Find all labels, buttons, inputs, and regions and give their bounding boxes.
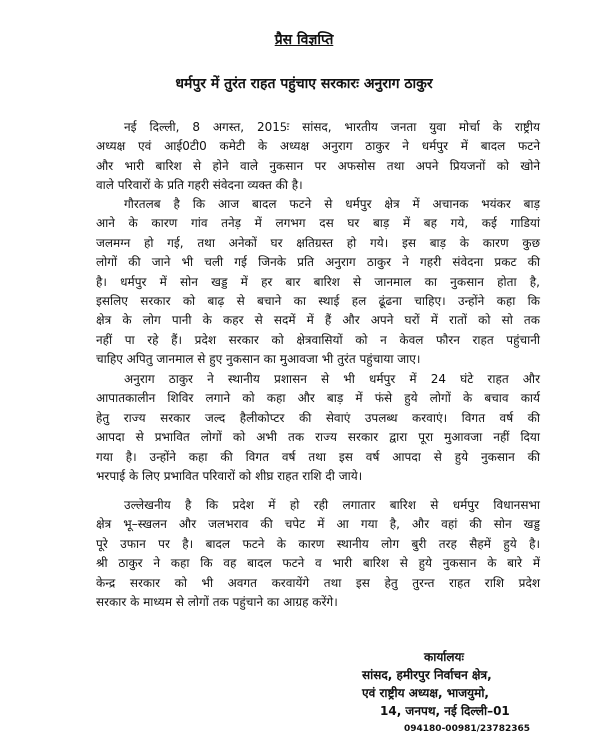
paragraph-line: भरपाई के लिए प्रभावित परिवारों को शीघ्र राहत राशि दी जाये। (96, 468, 363, 483)
paragraph-line: आपातकालीन शिविर लगाने को कहा और बाड़ में फंसे हुये लोगों के बचाव कार्य (96, 391, 540, 406)
paragraph-line: उल्लेखनीय है कि प्रदेश में हो रही लगातार बारिश से धर्मपुर विधानसभा (124, 498, 540, 512)
paragraph-line: हेतु राज्य सरकार जल्द हैलीकोप्टर की सेवाएं उपलब्ध करवाएं। विगत वर्ष की (96, 410, 540, 425)
paragraph-line: आपदा से प्रभावित लोगों को अभी तक राज्य सरकार द्वारा पूरा मुआवजा नहीं दिया (96, 430, 540, 445)
headline: धर्मपुर में तुरंत राहत पहुंचाए सरकारः अनुराग ठाकुर (175, 76, 433, 92)
paragraph-3 (96, 370, 540, 486)
paragraph-line: गया है। उन्होंने कहा की विगत वर्ष तथा इस वर्ष आपदा से हुये नुकसान की (96, 449, 540, 464)
office-address-line: सांसद, हमीरपुर निर्वाचन क्षेत्र, (362, 668, 492, 682)
paragraph-line: क्षेत्र भू–स्खलन और जलभराव की चपेट में आ गया है, और वहां की सोन खड्ड (96, 517, 540, 532)
paragraph-line: अध्यक्ष एवं आई0टी0 कमेटी के अध्यक्ष अनुराग ठाकुर ने धर्मपुर में बादल फटने (96, 139, 540, 154)
paragraph-line: सरकार के माध्यम से लोगों तक पहुंचाने का आग्रह करेंगे। (96, 594, 338, 609)
paragraph-line: पूरे उफान पर है। बादल फटने के कारण स्थानीय लोग बुरी तरह सैहमें हुये है। (96, 536, 540, 551)
paragraph-line: वाले परिवारों के प्रति गहरी संवेदना व्यक्त की है। (96, 178, 303, 193)
press-release-title-text: प्रैस विज्ञप्ति (274, 32, 334, 48)
paragraph-2 (96, 195, 540, 370)
paragraph-line: है। धर्मपुर में सोन खड्ड में हर बार बारिश से जानमाल का नुकसान होता है, (96, 274, 540, 289)
office-phone: 094180-00981/23782365 (404, 724, 531, 734)
paragraph-line: अनुराग ठाकुर ने स्थानीय प्रशासन से भी धर्मपुर में 24 घंटे राहत और (124, 372, 540, 386)
paragraph-line: चाहिए अपितु जानमाल से हुए नुकसान का मुआवजा भी तुरंत पहुंचाया जाए। (96, 352, 421, 367)
paragraph-line: नहीं पा रहे हैं। प्रदेश सरकार को क्षेत्रवासियों को न केवल फौरन राहत पहुंचानी (96, 332, 540, 347)
office-address-line: एवं राष्ट्रीय अध्यक्ष, भाजयुमो, (362, 686, 489, 700)
paragraph-line: केन्द्र सरकार को भी अवगत करवायेंगे तथा इस हेतु तुरन्त राहत राशि प्रदेश (96, 575, 540, 590)
paragraph-line: आने के कारण गांव तनेड़ में लगभग दस घर बाड़ में बह गये, कई गाडियां (96, 216, 540, 231)
office-address-line: 14, जनपथ, नई दिल्ली–01 (380, 704, 510, 718)
paragraph-1 (96, 118, 540, 196)
paragraph-line: क्षेत्र के लोग पानी के कहर से सदमें में हैं और अपने घरों में रातों को सो तक (96, 313, 540, 328)
paragraph-line: इसलिए सरकार को बाढ़ से बचाने का स्थाई हल ढूंढना चाहिए। उन्होंने कहा कि (96, 293, 540, 308)
paragraph-line: श्री ठाकुर ने कहा कि वह बादल फटने व भारी बारिश से हुये नुकसान के बारे में (96, 556, 540, 571)
press-release-title (0, 30, 608, 49)
paragraph-line: गौरतलब है कि आज बादल फटने से धर्मपुर क्षेत्र में अचानक भयंकर बाड़ (124, 197, 540, 211)
paragraph-4 (96, 496, 540, 612)
office-heading: कार्यालयः (424, 650, 464, 664)
paragraph-line: और भारी बारिश से होने वाले नुकसान पर अफसोस तथा अपने प्रियजनों को खोने (96, 158, 540, 173)
paragraph-line: जलमग्न हो गई, तथा अनेकों घर क्षतिग्रस्त हो गये। इस बाड़ के कारण कुछ (96, 235, 540, 250)
paragraph-line: नई दिल्ली, 8 अगस्त, 2015ः सांसद, भारतीय जनता युवा मोर्चा के राष्ट्रीय (124, 120, 540, 134)
paragraph-line: लोगों की जाने भी चली गई जिनके प्रति अनुराग ठाकुर ने गहरी संवेदना प्रकट की (96, 255, 540, 270)
